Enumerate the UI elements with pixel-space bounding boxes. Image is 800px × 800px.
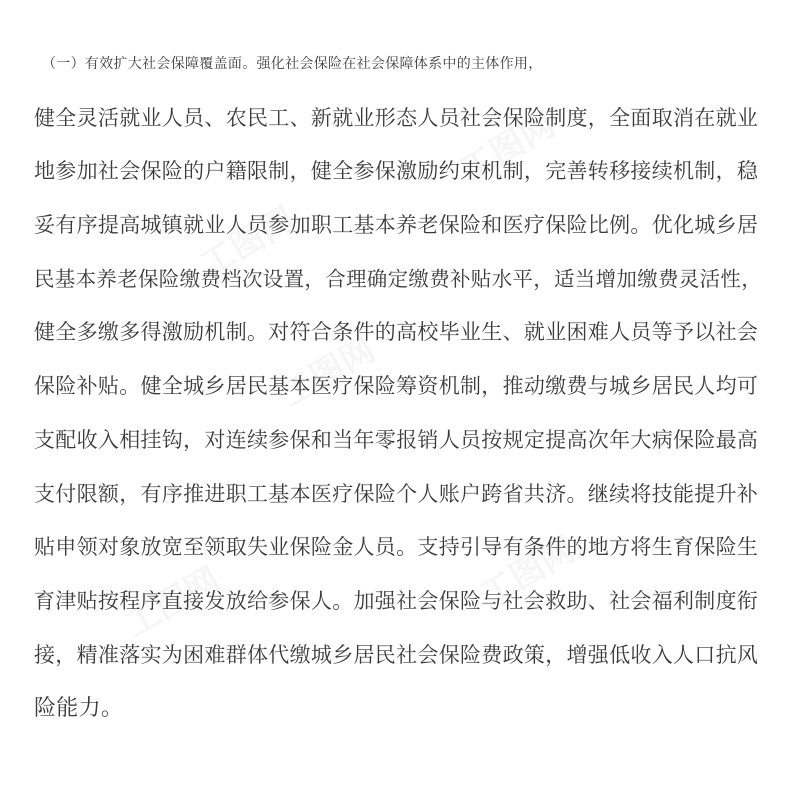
watermark: 工图网 xyxy=(118,559,227,646)
paragraph-line: 健全灵活就业人员、农民工、新就业形态人员社会保险制度，全面取消在就业 xyxy=(34,105,759,130)
paragraph-line: 保险补贴。健全城乡居民基本医疗保险筹资机制，推动缴费与城乡居民人均可 xyxy=(34,374,759,399)
paragraph-line: （一）有效扩大社会保障覆盖面。强化社会保险在社会保障体系中的主体作用， xyxy=(42,56,543,72)
watermark: 工图网 xyxy=(193,199,302,286)
paragraph-line: 支配收入相挂钩，对连续参保和当年零报销人员按规定提高次年大病保险最高 xyxy=(34,427,759,452)
paragraph-line: 贴申领对象放宽至领取失业保险金人员。支持引导有条件的地方将生育保险生 xyxy=(34,535,759,560)
paragraph-line: 险能力。 xyxy=(34,696,124,722)
paragraph-line: 民基本养老保险缴费档次设置，合理确定缴费补贴水平，适当增加缴费灵活性， xyxy=(34,266,762,291)
paragraph-line: 育津贴按程序直接发放给参保人。加强社会保险与社会救助、社会福利制度衔 xyxy=(34,588,759,613)
paragraph-line: 健全多缴多得激励机制。对符合条件的高校毕业生、就业困难人员等予以社会 xyxy=(34,320,759,345)
paragraph-line: 妥有序提高城镇就业人员参加职工基本养老保险和医疗保险比例。优化城乡居 xyxy=(34,213,759,238)
paragraph-line: 支付限额，有序推进职工基本医疗保险个人账户跨省共济。继续将技能提升补 xyxy=(34,481,759,506)
watermark: 工图网 xyxy=(473,529,582,616)
paragraph-body xyxy=(34,38,774,736)
watermark: 工图网 xyxy=(453,104,562,191)
paragraph-line: 地参加社会保险的户籍限制，健全参保激励约束机制，完善转移接续机制，稳 xyxy=(34,159,759,184)
watermark: 工图网 xyxy=(273,329,382,416)
paragraph-line: 接，精准落实为困难群体代缴城乡居民社会保险费政策，增强低收入人口抗风 xyxy=(34,642,759,667)
